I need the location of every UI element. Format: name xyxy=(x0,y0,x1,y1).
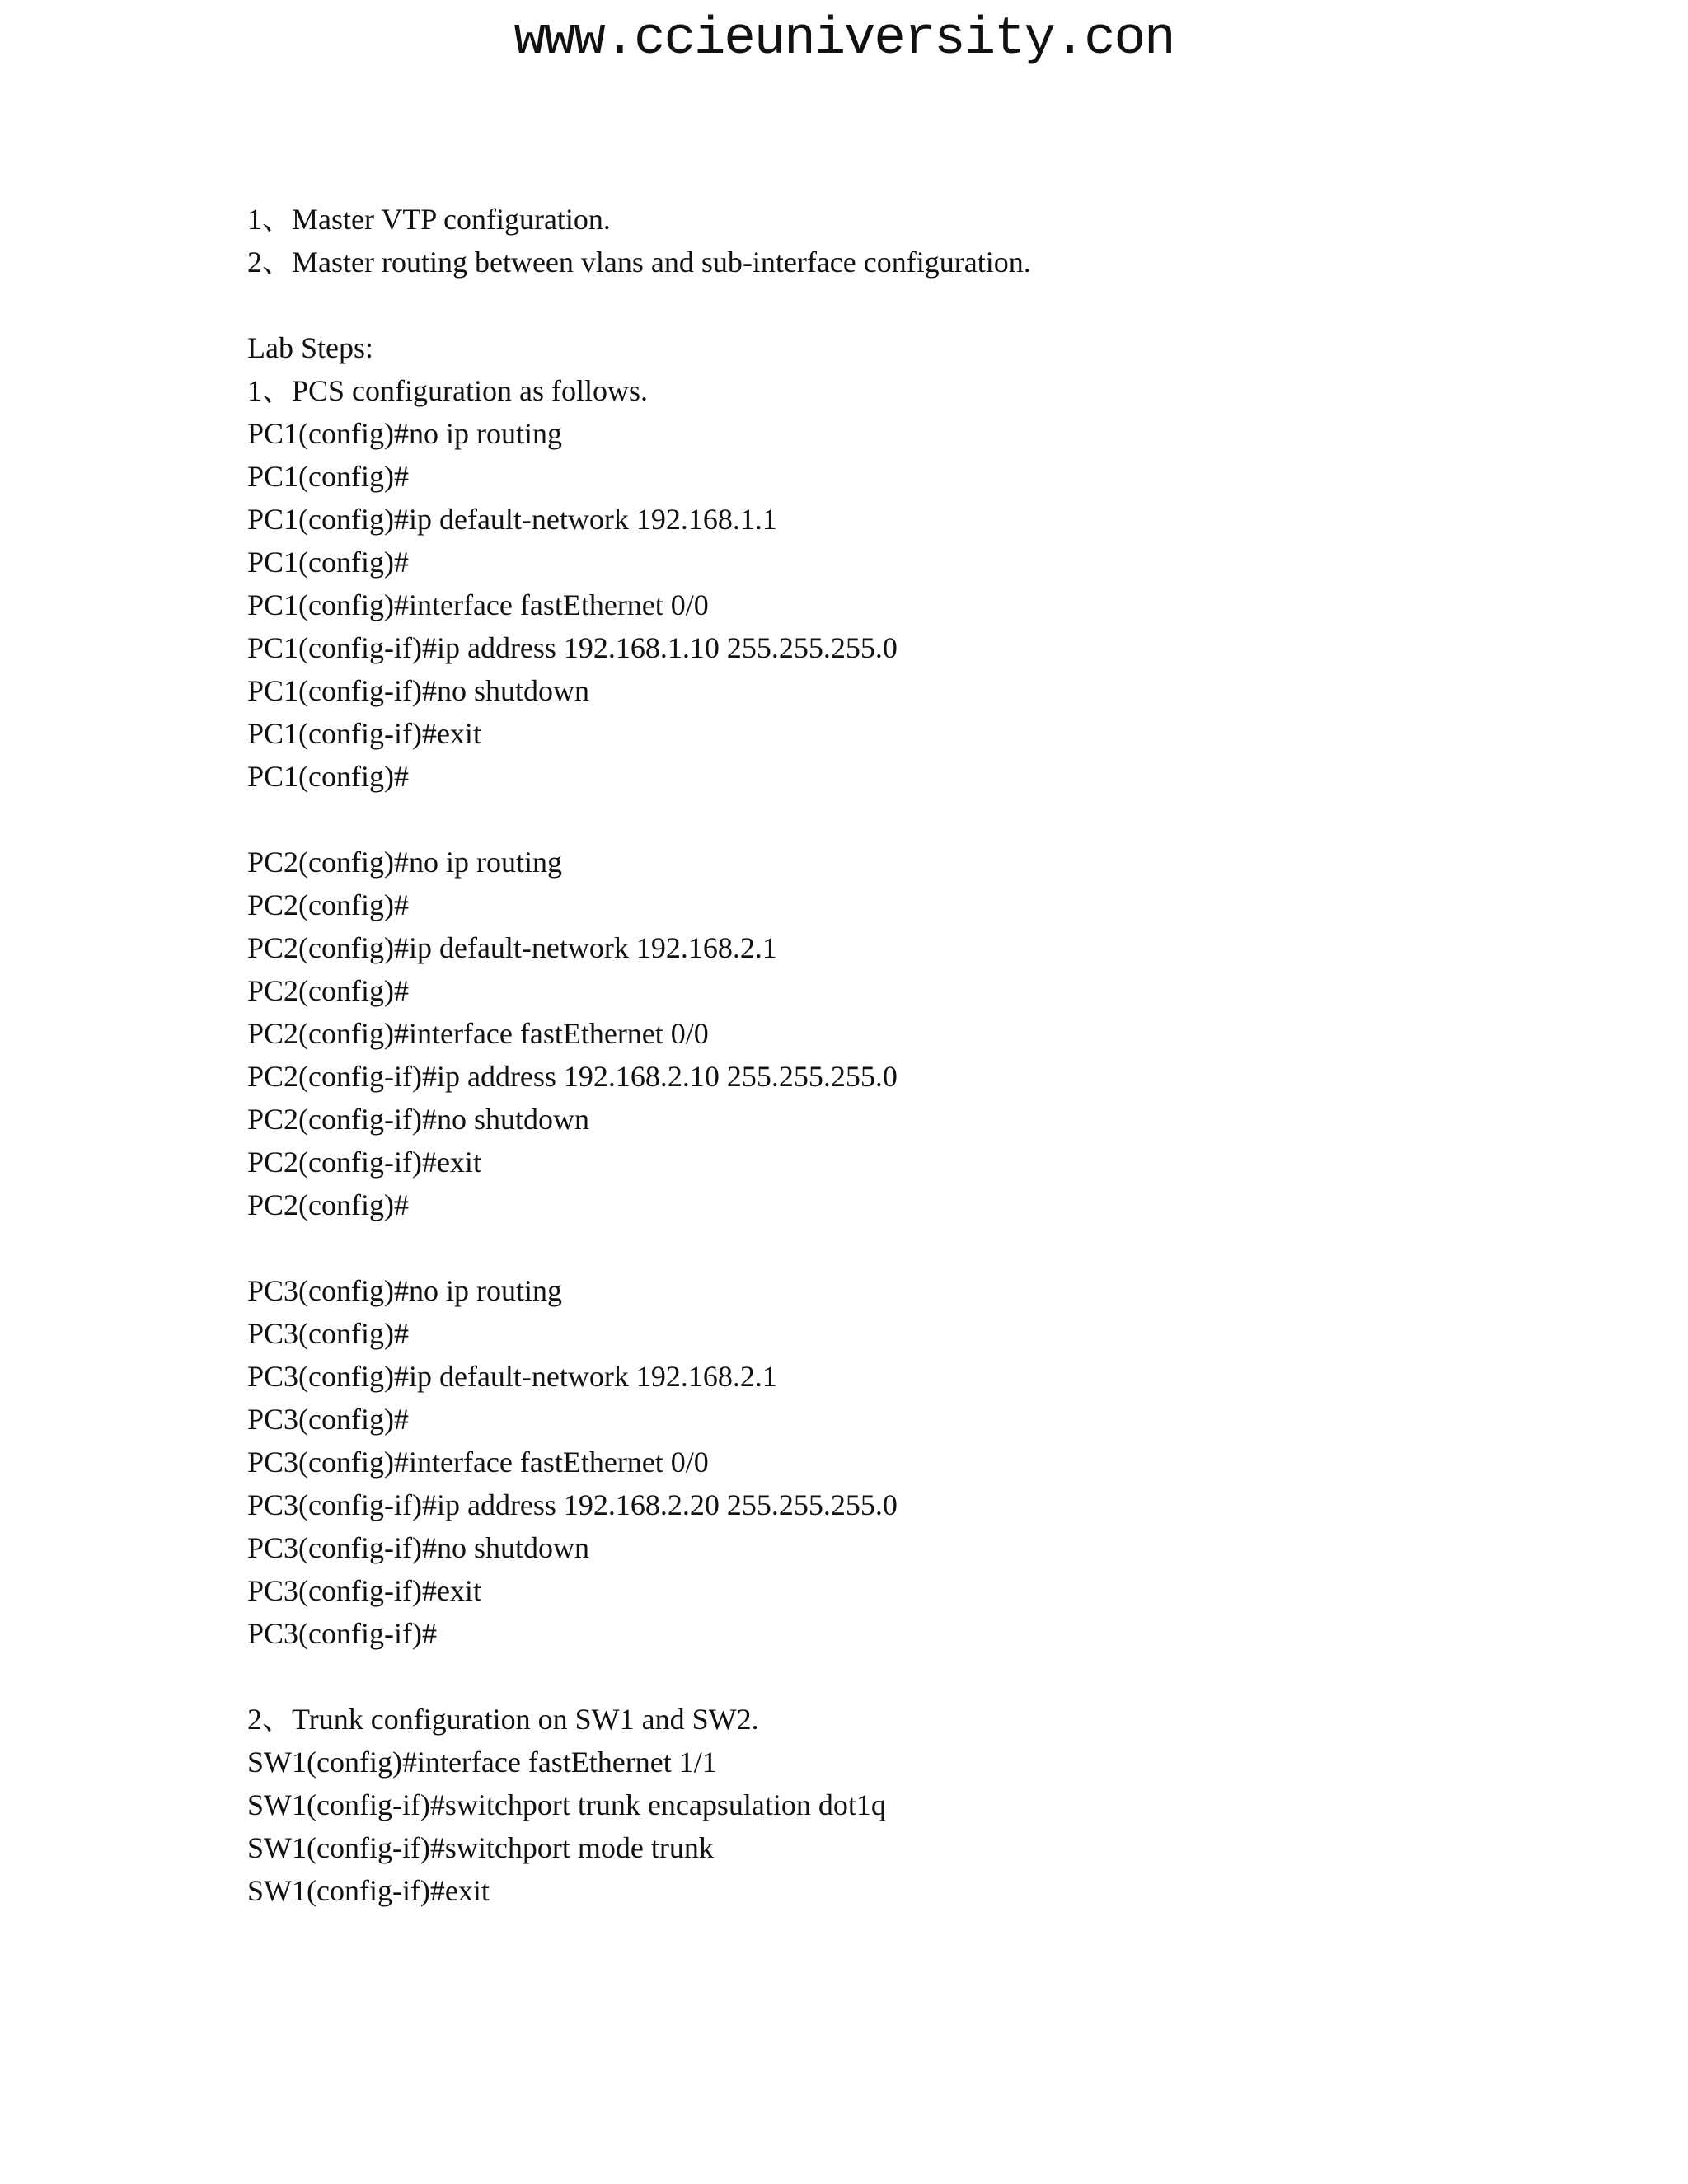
config-line: SW1(config-if)#switchport mode trunk xyxy=(247,1831,714,1864)
config-line: PC2(config-if)#no shutdown xyxy=(247,1103,589,1136)
config-line: PC1(config-if)#no shutdown xyxy=(247,674,589,707)
site-url-header: www.ccieuniversity.con xyxy=(513,10,1175,69)
config-line: PC2(config)#interface fastEthernet 0/0 xyxy=(247,1017,709,1050)
config-line: PC3(config)#no ip routing xyxy=(247,1274,562,1307)
config-line: PC1(config-if)#exit xyxy=(247,717,481,750)
spacer xyxy=(247,284,1648,326)
sw1-config-block xyxy=(247,1741,1648,1912)
config-line: SW1(config-if)#switchport trunk encapsulation dot1q xyxy=(247,1788,886,1821)
config-line: PC3(config-if)# xyxy=(247,1617,437,1650)
config-line: PC1(config)# xyxy=(247,460,409,493)
config-line: PC3(config)# xyxy=(247,1317,409,1350)
lab-steps-heading: Lab Steps: xyxy=(247,331,373,364)
config-line: PC3(config-if)#no shutdown xyxy=(247,1531,589,1564)
config-line: PC2(config-if)#ip address 192.168.2.10 255.255.255.0 xyxy=(247,1060,898,1093)
config-line: PC3(config-if)#ip address 192.168.2.20 255.255.255.0 xyxy=(247,1488,898,1521)
config-line: PC3(config)# xyxy=(247,1403,409,1436)
config-line: PC3(config-if)#exit xyxy=(247,1574,481,1607)
config-line: PC2(config)# xyxy=(247,888,409,921)
objective-line: 2、Master routing between vlans and sub-interface configuration. xyxy=(247,246,1031,279)
pc3-config-block xyxy=(247,1269,1648,1655)
pc2-config-block xyxy=(247,841,1648,1226)
config-line: PC3(config)#ip default-network 192.168.2.1 xyxy=(247,1360,777,1393)
config-line: PC1(config)# xyxy=(247,546,409,579)
config-line: PC2(config)#ip default-network 192.168.2.1 xyxy=(247,931,777,964)
config-line: SW1(config-if)#exit xyxy=(247,1874,490,1907)
step-1-title: 1、PCS configuration as follows. xyxy=(247,374,648,407)
config-line: PC1(config-if)#ip address 192.168.1.10 255.255.255.0 xyxy=(247,631,898,664)
config-line: PC1(config)#no ip routing xyxy=(247,417,562,450)
config-line: PC1(config)#ip default-network 192.168.1.1 xyxy=(247,503,777,536)
document-body xyxy=(247,198,1648,1912)
config-line: SW1(config)#interface fastEthernet 1/1 xyxy=(247,1746,717,1779)
config-line: PC2(config)# xyxy=(247,1188,409,1221)
step-2-title: 2、Trunk configuration on SW1 and SW2. xyxy=(247,1703,759,1736)
config-line: PC2(config)#no ip routing xyxy=(247,846,562,879)
config-line: PC1(config)#interface fastEthernet 0/0 xyxy=(247,588,709,621)
objective-line: 1、Master VTP configuration. xyxy=(247,203,611,236)
spacer xyxy=(247,1226,1648,1269)
pc1-config-block xyxy=(247,412,1648,798)
config-line: PC3(config)#interface fastEthernet 0/0 xyxy=(247,1446,709,1479)
spacer xyxy=(247,798,1648,841)
config-line: PC2(config)# xyxy=(247,974,409,1007)
config-line: PC2(config-if)#exit xyxy=(247,1146,481,1179)
config-line: PC1(config)# xyxy=(247,760,409,793)
spacer xyxy=(247,1655,1648,1698)
